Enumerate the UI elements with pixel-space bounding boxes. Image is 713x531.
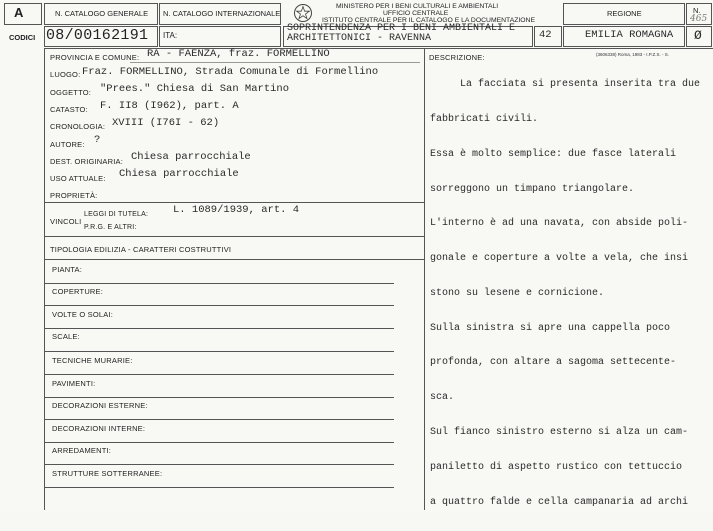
luogo-value: Fraz. FORMELLINO, Strada Comunale di Formellino — [82, 66, 379, 78]
provincia-label: PROVINCIA E COMUNE: — [50, 53, 140, 62]
descrizione-line: sca. — [430, 392, 455, 404]
catasto-label: CATASTO: — [50, 105, 88, 114]
descrizione-line: gonale e coperture a volte a vela, che insi — [430, 253, 689, 265]
ita-label: ITA: — [163, 31, 178, 40]
volte-solai-label: VOLTE O SOLAI: — [52, 310, 114, 319]
tipologia-line — [44, 259, 424, 260]
regione-value: EMILIA ROMAGNA — [585, 29, 674, 41]
prg-label: P.R.G. E ALTRI: — [84, 224, 137, 231]
luogo-label: LUOGO: — [50, 70, 81, 79]
n-label: N. — [693, 6, 701, 15]
codici-label: CODICI — [9, 33, 36, 42]
oggetto-value: "Prees." Chiesa di San Martino — [100, 83, 290, 95]
autore-value: ? — [94, 134, 101, 146]
vincoli-line — [44, 236, 424, 237]
ministry-line-3: ISTITUTO CENTRALE PER IL CATALOGO E LA DOCUMENTAZIONE — [322, 17, 536, 24]
regione-label: REGIONE — [607, 9, 642, 18]
form-left-border — [44, 48, 45, 510]
cronologia-label: CRONOLOGIA: — [50, 122, 106, 131]
descrizione-label: DESCRIZIONE: — [429, 53, 485, 62]
strutture-sotterranee-label: STRUTTURE SOTTERRANEE: — [52, 469, 163, 478]
soprintendenza-line-2: ARCHITETTONICI - RAVENNA — [287, 33, 432, 44]
catasto-value: F. II8 (I962), part. A — [100, 100, 239, 112]
arredamenti-label: ARREDAMENTI: — [52, 446, 112, 455]
vincoli-label: VINCOLI — [50, 217, 82, 226]
autore-label: AUTORE: — [50, 140, 85, 149]
descrizione-line: fabbricati civili. — [430, 113, 539, 125]
decorazioni-esterne-label: DECORAZIONI ESTERNE: — [52, 401, 148, 410]
leggi-tutela-value: L. 1089/1939, art. 4 — [173, 204, 300, 216]
tecniche-murarie-line — [44, 374, 394, 375]
coperture-label: COPERTURE: — [52, 287, 104, 296]
descrizione-line: Sulla sinistra si apre una cappella poco — [430, 322, 671, 334]
n-number-handwritten: 465 — [690, 14, 708, 24]
proprieta-label: PROPRIETÀ: — [50, 191, 98, 200]
provincia-value: RA - FAENZA, fraz. FORMELLINO — [147, 48, 330, 60]
header-box-a-letter: A — [14, 5, 24, 20]
descrizione-line: sorreggono un timpano triangolare. — [430, 183, 635, 195]
emblem-icon — [293, 3, 313, 23]
decorazioni-interne-label: DECORAZIONI INTERNE: — [52, 424, 146, 433]
ministry-line-2: UFFICIO CENTRALE — [383, 10, 449, 17]
pavimenti-line — [44, 397, 394, 398]
oggetto-label: OGGETTO: — [50, 88, 92, 97]
descrizione-line: paniletto di aspetto rustico con tettuccio — [430, 461, 683, 473]
descrizione-line: Sul fianco sinistro esterno si alza un cam- — [430, 427, 689, 438]
decorazioni-esterne-line — [44, 419, 394, 420]
soprintendenza-line-1: SOPRINTENDENZA PER I BENI AMBIENTALI E — [287, 23, 516, 34]
print-note: (3606338) Roma, 1983 - I.P.Z.S. - S. — [596, 52, 669, 57]
strutture-sotterranee-line — [44, 487, 394, 488]
leggi-tutela-label: LEGGI DI TUTELA: — [84, 211, 149, 218]
n-value: Ø — [694, 28, 702, 43]
arredamenti-line — [44, 464, 394, 465]
descrizione-line: stono su lesene e cornicione. — [430, 287, 605, 299]
pavimenti-label: PAVIMENTI: — [52, 379, 96, 388]
descrizione-line: La facciata si presenta inserita tra due — [430, 79, 701, 91]
scale-line — [44, 351, 394, 352]
descrizione-line: profonda, con altare a sagoma settecente- — [430, 357, 677, 369]
uso-attuale-value: Chiesa parrocchiale — [119, 168, 239, 180]
descrizione-text — [430, 56, 710, 531]
cat-internazionale-label: N. CATALOGO INTERNAZIONALE — [163, 9, 281, 18]
cronologia-value: XVIII (I76I - 62) — [112, 117, 220, 129]
descrizione-line: a quattro falde e cella campanaria ad archi — [430, 496, 689, 508]
proprieta-line — [44, 202, 424, 203]
catalog-number: 08/00162191 — [46, 27, 149, 44]
cat-generale-label: N. CATALOGO GENERALE — [55, 9, 149, 18]
dest-originaria-label: DEST. ORIGINARIA: — [50, 157, 123, 166]
form-divider — [424, 48, 425, 510]
coperture-line — [44, 305, 394, 306]
volte-solai-line — [44, 328, 394, 329]
ministry-line-1: MINISTERO PER I BENI CULTURALI E AMBIENTALI — [336, 3, 499, 10]
tecniche-murarie-label: TECNICHE MURARIE: — [52, 356, 133, 365]
ita-box — [159, 26, 281, 47]
code-42: 42 — [539, 29, 552, 41]
pianta-line — [44, 283, 394, 284]
decorazioni-interne-line — [44, 442, 394, 443]
provincia-line — [130, 62, 420, 63]
descrizione-line: Essa è molto semplice: due fasce laterali — [430, 148, 677, 160]
form-top-border — [44, 48, 713, 49]
uso-attuale-label: USO ATTUALE: — [50, 174, 106, 183]
scale-label: SCALE: — [52, 332, 80, 341]
tipologia-label: TIPOLOGIA EDILIZIA - CARATTERI COSTRUTTIVI — [50, 245, 232, 254]
descrizione-line: L'interno è ad una navata, con abside poli- — [430, 218, 689, 230]
dest-originaria-value: Chiesa parrocchiale — [131, 151, 251, 163]
pianta-label: PIANTA: — [52, 265, 83, 274]
